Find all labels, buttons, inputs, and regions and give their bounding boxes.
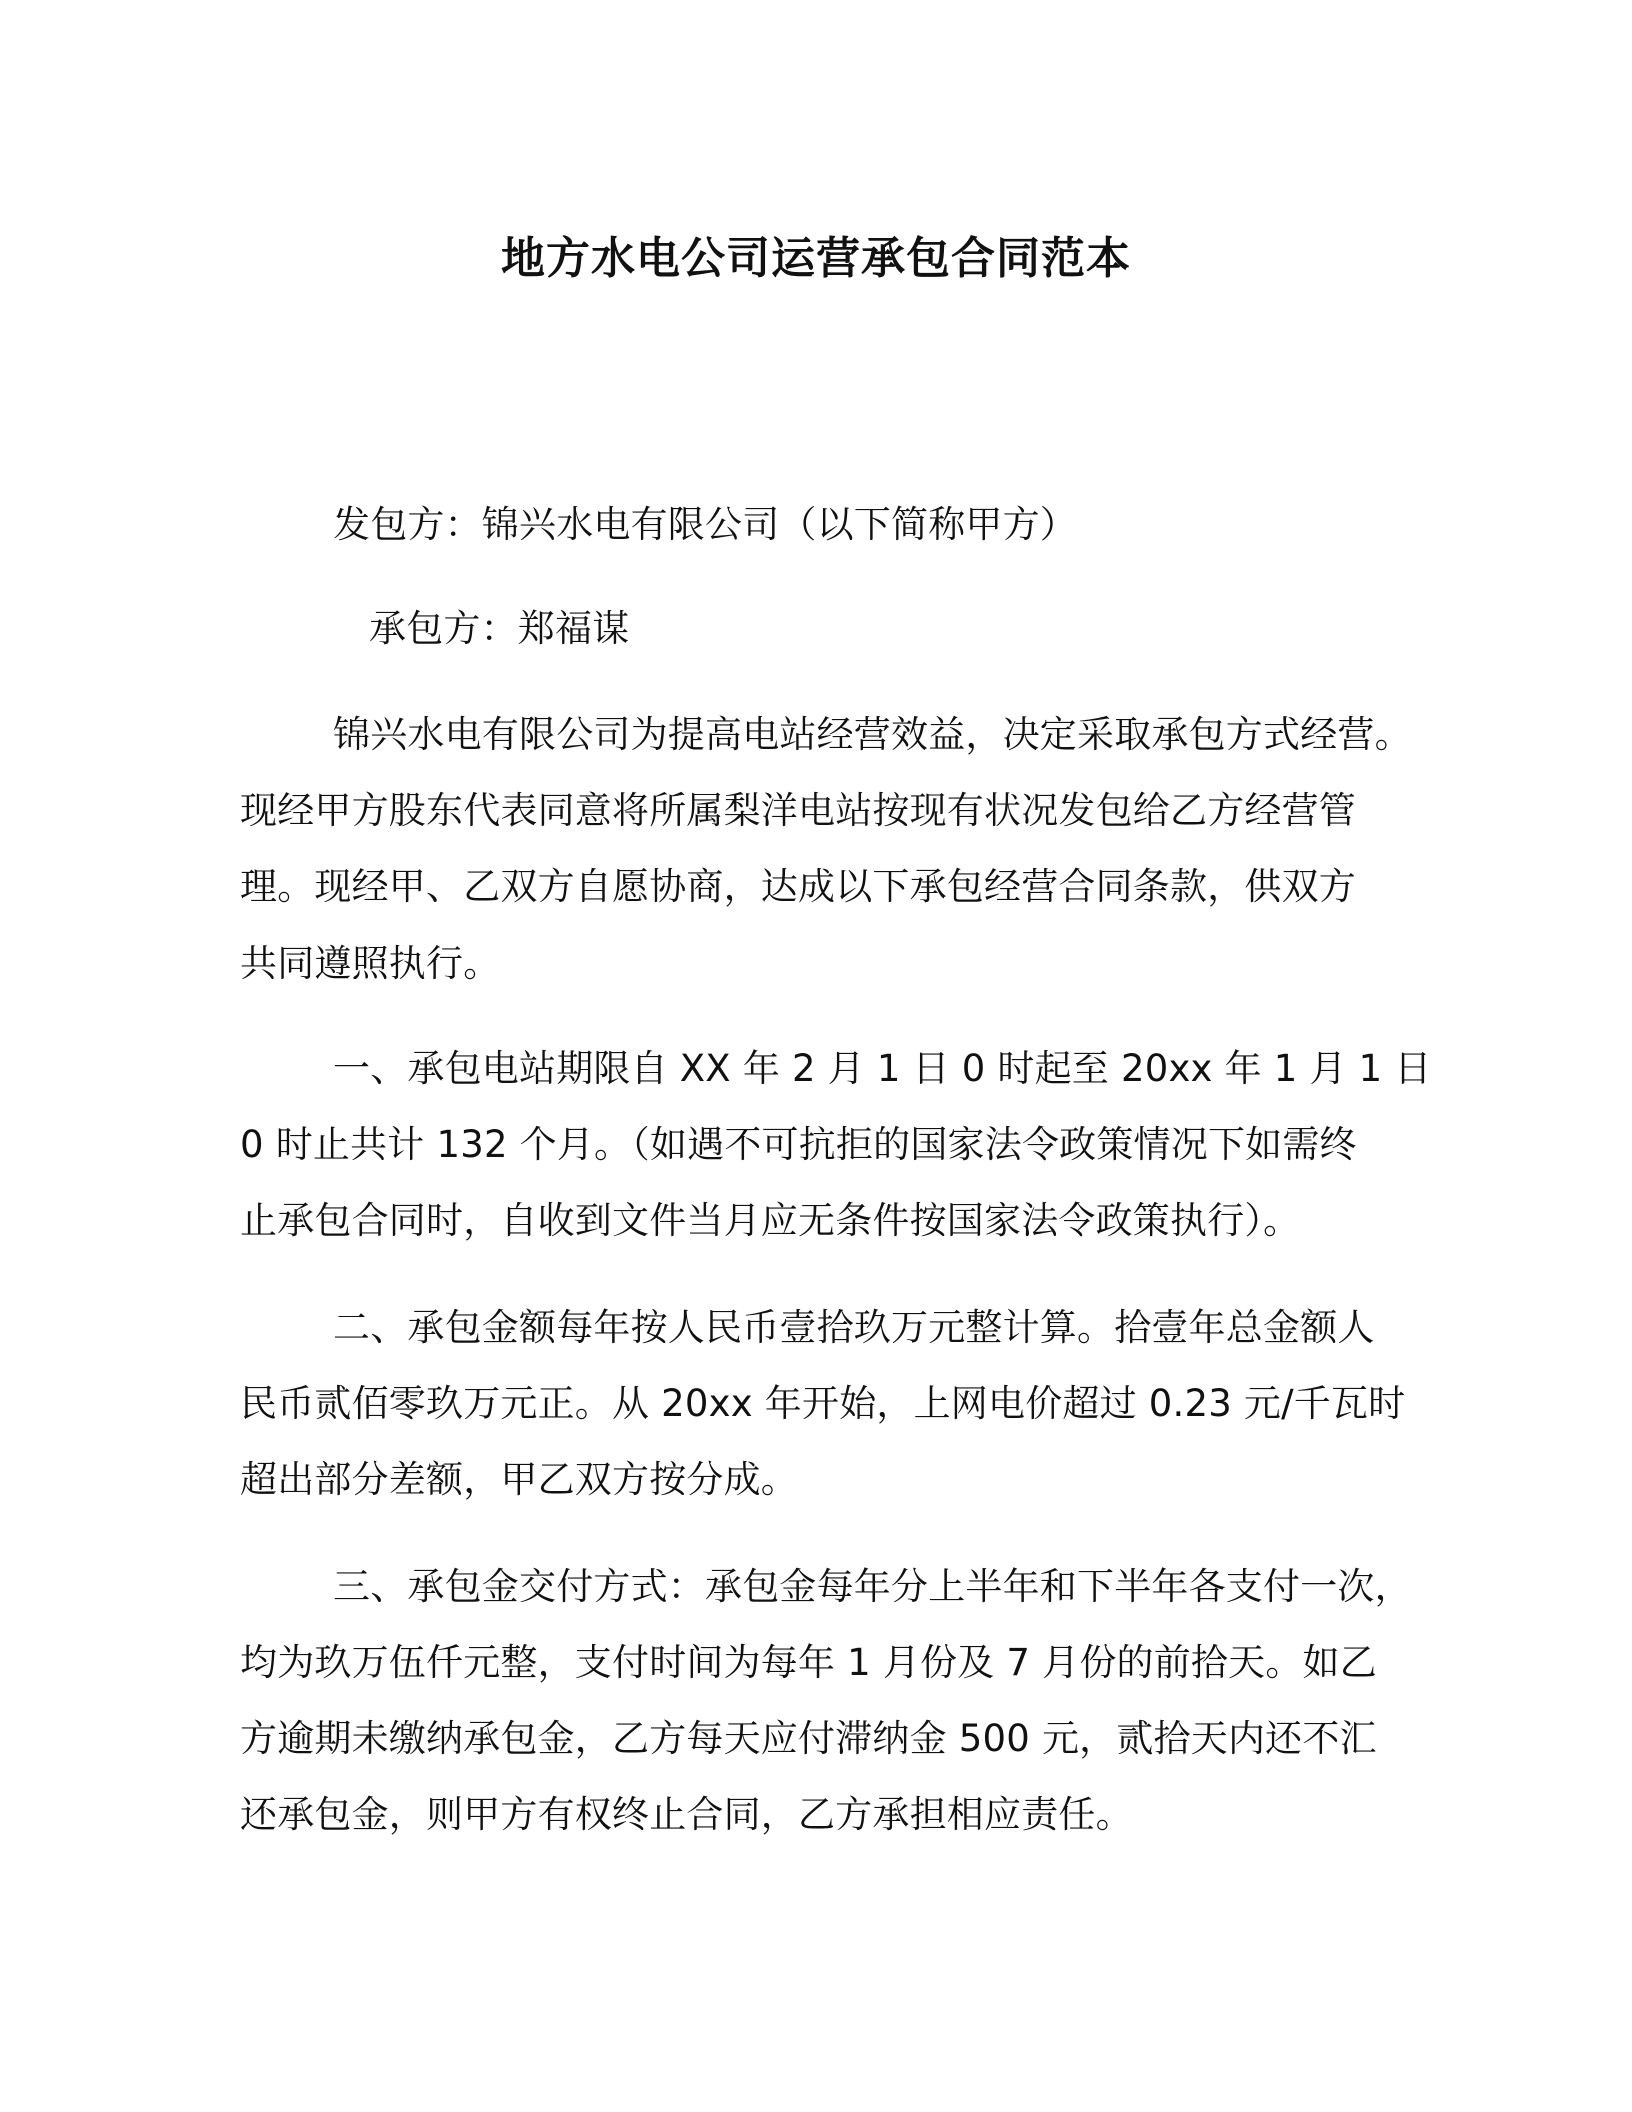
clause2-line-3: 超出部分差额，甲乙双方按分成。 — [240, 1458, 798, 1501]
clause3-line-4: 还承包金，则甲方有权终止合同，乙方承担相应责任。 — [240, 1793, 1133, 1836]
intro-line-4: 共同遵照执行。 — [240, 942, 501, 985]
clause3-line-2: 均为玖万伍仟元整，支付时间为每年 1 月份及 7 月份的前拾天。如乙 — [240, 1641, 1377, 1684]
clause3-line-1: 三、承包金交付方式：承包金每年分上半年和下半年各支付一次， — [333, 1565, 1412, 1608]
clause2-line-2: 民币贰佰零玖万元正。从 20xx 年开始，上网电价超过 0.23 元/千瓦时 — [240, 1382, 1406, 1425]
party-issuer: 发包方：锦兴水电有限公司（以下简称甲方） — [333, 503, 1077, 546]
document-title: 地方水电公司运营承包合同范本 — [501, 233, 1131, 284]
intro-line-1: 锦兴水电有限公司为提高电站经营效益，决定采取承包方式经营。 — [333, 713, 1412, 756]
clause2-line-1: 二、承包金额每年按人民币壹拾玖万元整计算。拾壹年总金额人 — [333, 1306, 1375, 1349]
party-contractor: 承包方：郑福谋 — [369, 607, 630, 650]
intro-line-2: 现经甲方股东代表同意将所属梨洋电站按现有状况发包给乙方经营管 — [240, 789, 1356, 832]
clause1-line-2: 0 时止共计 132 个月。（如遇不可抗拒的国家法令政策情况下如需终 — [240, 1123, 1357, 1166]
clause1-line-3: 止承包合同时，自收到文件当月应无条件按国家法令政策执行）。 — [240, 1199, 1301, 1242]
clause1-line-1: 一、承包电站期限自 XX 年 2 月 1 日 0 时起至 20xx 年 1 月 1 日 — [333, 1047, 1432, 1090]
intro-line-3: 理。现经甲、乙双方自愿协商，达成以下承包经营合同条款，供双方 — [240, 865, 1356, 908]
clause3-line-3: 方逾期未缴纳承包金，乙方每天应付滞纳金 500 元，贰拾天内还不汇 — [240, 1717, 1377, 1760]
